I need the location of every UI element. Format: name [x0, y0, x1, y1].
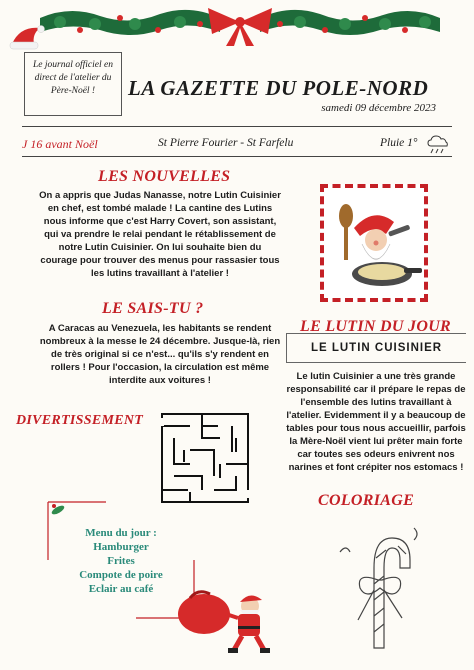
- did-you-know-line: A Caracas au Venezuela, les habitants se rendent: [48, 323, 272, 334]
- weather-text: Pluie 1°: [380, 137, 418, 149]
- elf-line: la Mère-Noël vient lui prêter main forte: [289, 436, 463, 447]
- elf-cook-image: [320, 184, 428, 302]
- elf-of-day-body: [286, 370, 466, 474]
- elf-line: Le lutin Cuisinier a une très grande: [296, 371, 456, 382]
- santa-with-sack-image: [170, 584, 280, 656]
- did-you-know-line: interdite aux voitures !: [109, 375, 211, 386]
- elf-line: car toutes ses odeurs enivrent nos: [297, 449, 455, 460]
- menu-item: Frites: [107, 555, 135, 567]
- news-body: [22, 189, 298, 280]
- divider-top: [22, 126, 452, 127]
- maze-puzzle[interactable]: [160, 412, 250, 504]
- news-line: courage pour trouver des menus pour rassasier tous: [40, 255, 280, 266]
- christmas-countdown: J 16 avant Noël: [22, 137, 98, 151]
- intro-text: Le journal officiel en direct de l'atelier du Père-Noël !: [33, 60, 113, 96]
- coloring-heading: COLORIAGE: [318, 492, 415, 509]
- news-line: nous informe que c'est Harry Covert, son assistant,: [43, 216, 277, 227]
- elf-of-day-subheading: LE LUTIN CUISINIER: [310, 342, 443, 354]
- elf-line: l'ensemble des lutins travaillant à: [300, 397, 452, 408]
- holly-garland: [40, 0, 440, 48]
- rain-cloud-icon: [426, 134, 450, 156]
- news-line: les lutins travaillant à l'atelier !: [91, 268, 229, 279]
- issue-date: samedi 09 décembre 2023: [321, 102, 436, 114]
- did-you-know-line: de très original si ce n'est... qu'ils s'y rendent en: [51, 349, 269, 360]
- elf-line: l'atelier. Evidemment il y a beaucoup de: [286, 410, 466, 421]
- news-heading: LES NOUVELLES: [98, 168, 231, 185]
- intro-box: [24, 52, 122, 116]
- elf-line: tables pour tous nous accueillir, parfois: [286, 423, 466, 434]
- menu-item: Compote de poire: [79, 569, 163, 581]
- candy-cane-coloring[interactable]: [336, 524, 428, 654]
- elf-of-day-subheading-box: [286, 333, 466, 363]
- elf-cook-illustration: [324, 188, 424, 298]
- menu-title: Menu du jour :: [85, 527, 157, 539]
- santa-hat-icon: [6, 22, 46, 52]
- did-you-know-heading: LE SAIS-TU ?: [102, 300, 204, 317]
- did-you-know-body: [22, 322, 298, 387]
- news-line: qui va prendre le relai pendant le rétablissement de: [44, 229, 276, 240]
- menu-item: Hamburger: [93, 541, 149, 553]
- did-you-know-line: nombreux à la messe le 24 décembre. Jusque-là, rien: [39, 336, 281, 347]
- elf-line: responsabilité car il prépare le repas de: [286, 384, 466, 395]
- news-line: en chef, est tombé malade ! La cantine des Lutins: [47, 203, 273, 214]
- saints-of-day: St Pierre Fourier - St Farfelu: [158, 137, 294, 149]
- elf-of-day-heading: LE LUTIN DU JOUR: [300, 318, 452, 335]
- divider-bottom: [22, 156, 452, 157]
- menu-item: Eclair au café: [88, 583, 154, 595]
- newspaper-title: LA GAZETTE DU POLE-NORD: [128, 76, 429, 100]
- news-line: On a appris que Judas Nanasse, notre Lutin Cuisinier: [39, 190, 281, 201]
- did-you-know-line: rollers ! Pour l'occasion, la circulation est même: [50, 362, 270, 373]
- elf-line: narines et font crépiter nos estomacs !: [288, 462, 464, 473]
- entertainment-heading: DIVERTISSEMENT: [16, 413, 144, 428]
- news-line: notre Lutin Cuisinier. On lui souhaite bien du: [58, 242, 262, 253]
